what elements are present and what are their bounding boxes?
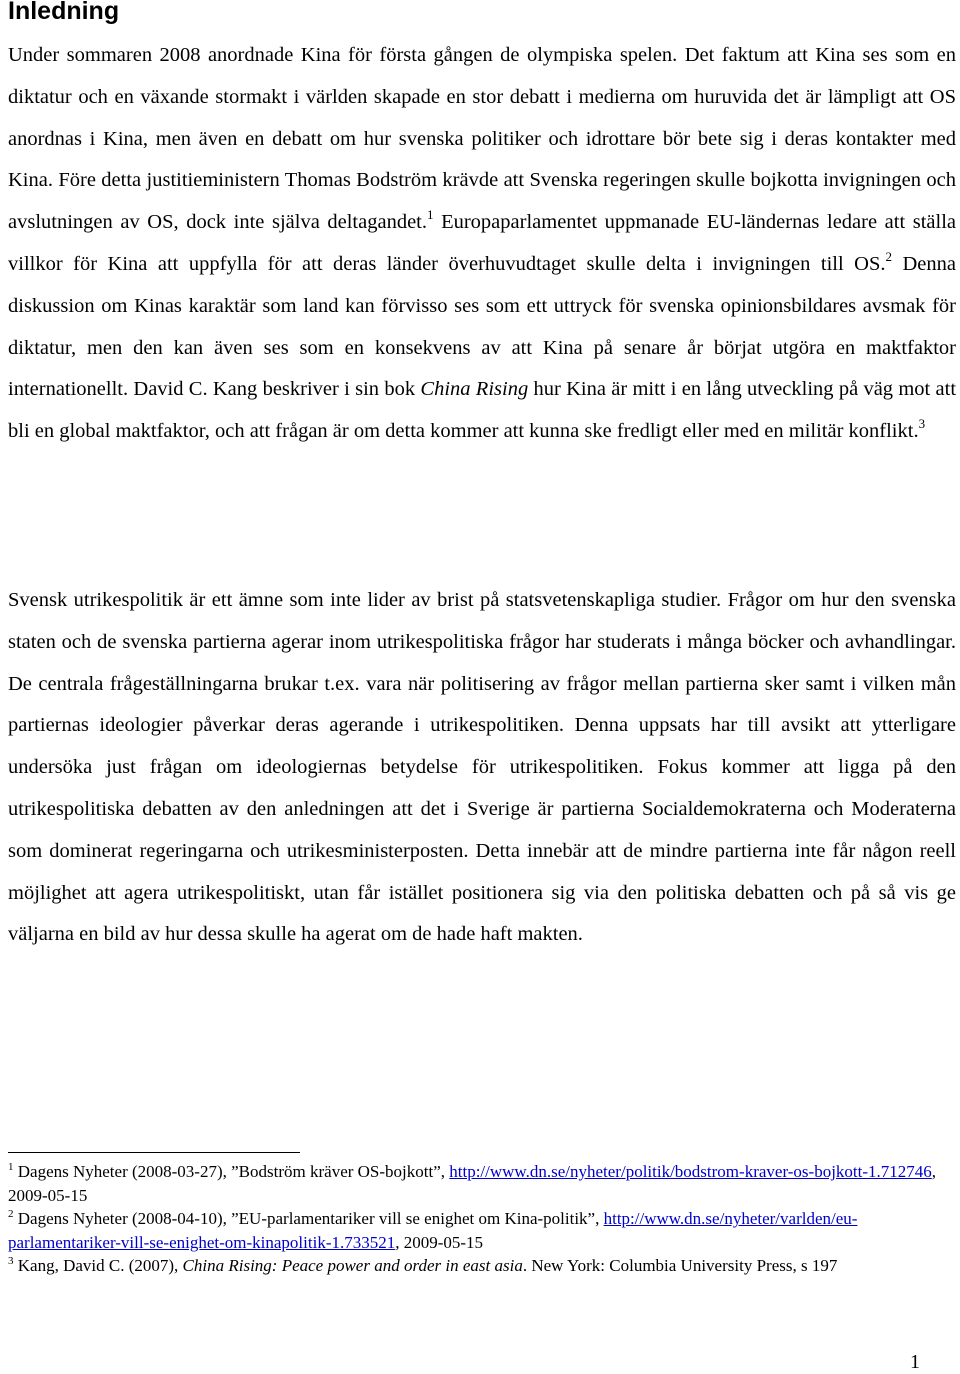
footnote-ref-2[interactable]: 2 — [885, 248, 892, 264]
footnote-text: Dagens Nyheter (2008-04-10), ”EU-parlamentariker vill se enighet om Kina-politik”, — [13, 1209, 604, 1228]
p1-text-4: hur Kina är mitt i en lång utveckling på väg mot att bli en global maktfaktor, och att frågan är om detta kommer att kunna ske fredligt eller med en militär konflikt. — [8, 378, 957, 443]
footnote-text: Dagens Nyheter (2008-03-27), ”Bodström kräver OS-bojkott”, — [13, 1162, 450, 1181]
p1-text-2: Europaparlamentet uppmanade EU-ländernas ledare att ställa villkor för Kina att uppfylla för att deras länder överhuvudtaget skulle delta i invigningen till OS. — [8, 211, 956, 275]
page-number: 1 — [910, 1351, 920, 1373]
footnote-number: 2 — [8, 1208, 14, 1220]
footnote-ref-1[interactable]: 1 — [427, 207, 434, 223]
footnote-1 — [8, 1160, 948, 1207]
footnote-2 — [8, 1207, 948, 1254]
footnote-number: 1 — [8, 1161, 14, 1173]
footnote-date: , 2009-05-15 — [8, 1162, 937, 1205]
footnote-book-title: China Rising: Peace power and order in east asia — [182, 1256, 523, 1275]
footnote-publisher: . New York: Columbia University Press, s 197 — [522, 1256, 838, 1275]
footnote-text: Kang, David C. (2007), — [13, 1256, 183, 1275]
footnote-number: 3 — [8, 1255, 14, 1267]
book-title: China Rising — [420, 378, 529, 401]
intro-paragraph-1 — [8, 35, 956, 453]
footnote-date: , 2009-05-15 — [395, 1232, 484, 1252]
footnote-ref-3[interactable]: 3 — [918, 416, 926, 432]
footnote-link[interactable]: http://www.dn.se/nyheter/varlden/eu-parlamentariker-vill-se-enighet-om-kinapolitik-1.733521 — [8, 1209, 858, 1252]
footnote-divider — [8, 1152, 300, 1153]
footnotes — [8, 1160, 948, 1278]
p1-text-3: Denna diskussion om Kinas karaktär som land kan förvisso ses som ett uttryck för svenska opinionsbildares avsmak för diktatur, men den kan även ses som en konsekvens av att Kina på senare år börjat utgöra en maktfaktor internationellt. David C. Kang beskriver i sin bok — [8, 252, 956, 401]
footnote-link[interactable]: http://www.dn.se/nyheter/politik/bodstrom-kraver-os-bojkott-1.712746 — [449, 1162, 932, 1181]
intro-paragraph-2: Svensk utrikespolitik är ett ämne som inte lider av brist på statsvetenskapliga studier. Frågor om hur den svenska staten och de svenska partierna agerar inom utrikespolitiska frågor har studerats i många böcker och avhandlingar. De centrala frågeställningarna brukar t.ex. vara när politisering av frågor mellan partierna sker samt i vilken mån partiernas ideologier påverkar deras agerande i utrikespolitiken. Denna uppsats har till avsikt att ytterligare undersöka just frågan om ideologiernas betydelse för utrikespolitiken. Fokus kommer att ligga på den utrikespolitiska debatten av den anledningen att det i Sverige är partierna Socialdemokraterna och Moderaterna som dominerat regeringarna och utrikesministerposten. Detta innebär att de mindre partierna inte får någon reell möjlighet att agera utrikespolitiskt, utan får istället positionera sig via den politiska debatten och på så vis ge väljarna en bild av hur dessa skulle ha agerat om de hade haft makten. — [8, 589, 956, 946]
footnote-3 — [8, 1254, 948, 1278]
section-heading: Inledning — [8, 0, 120, 25]
p1-text-1: Under sommaren 2008 anordnade Kina för första gången de olympiska spelen. Det faktum att Kina ses som en diktatur och en växande stormakt i världen skapade en stor debatt i medierna om huruvida det är lämpligt att OS anordnas i Kina, men även en debatt om hur svenska politiker och idrottare bör bete sig i deras kontakter med Kina. Före detta justitieministern Thomas Bodström krävde att Svenska regeringen skulle bojkotta invigningen och avslutningen av OS, dock inte själva deltagandet. — [8, 44, 956, 234]
